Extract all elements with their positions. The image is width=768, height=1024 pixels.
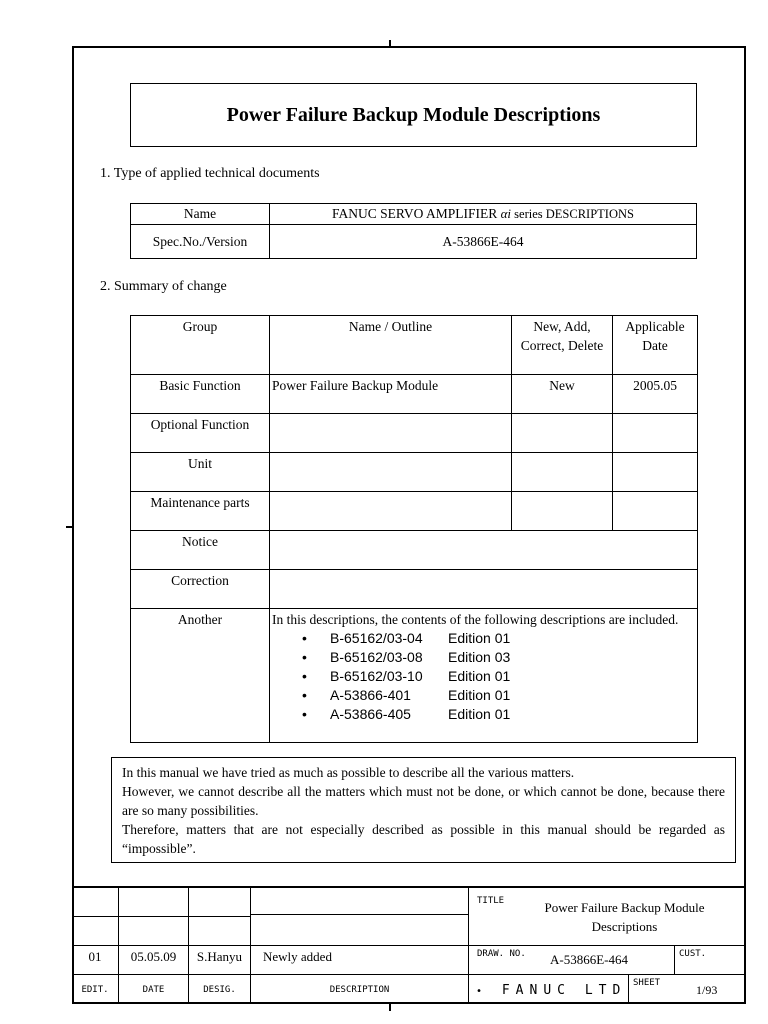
bullet-icon: • — [302, 649, 307, 665]
group-cell: Correction — [131, 570, 270, 609]
date-cell — [613, 492, 698, 531]
sheet-label: SHEET — [633, 978, 661, 988]
title-block — [72, 886, 746, 1004]
name-label: Name — [131, 204, 270, 225]
designer-label: DESIG. — [203, 985, 236, 995]
name-value-prefix: FANUC SERVO AMPLIFIER — [332, 206, 498, 221]
description-value: Newly added — [263, 949, 332, 964]
company-bullet: • — [476, 986, 489, 997]
table-row — [131, 570, 698, 609]
date-cell — [613, 414, 698, 453]
change-summary-table — [130, 315, 698, 743]
item-code: B-65162/03-08 — [330, 649, 423, 665]
title-label: TITLE — [477, 896, 505, 906]
date-cell — [613, 453, 698, 492]
bullet-icon: • — [302, 630, 307, 646]
date-label: DATE — [142, 985, 165, 995]
divider — [72, 886, 746, 888]
table-row — [131, 609, 698, 743]
name-cell — [270, 414, 512, 453]
disclaimer-box — [111, 757, 736, 863]
designer-value: S.Hanyu — [196, 949, 243, 964]
group-cell: Maintenance parts — [131, 492, 270, 531]
divider — [72, 916, 250, 917]
disclaimer-line-2: However, we cannot describe all the matters which must not be done, or which cannot be done, because there are so many possibilities. — [122, 784, 725, 818]
section2-heading: 2. Summary of change — [100, 279, 227, 294]
type-cell — [512, 492, 613, 531]
company-name — [476, 983, 626, 998]
company-text: FANUC LTD — [501, 983, 627, 998]
divider — [72, 974, 746, 975]
draw-no-value: A-53866E-464 — [550, 952, 628, 967]
item-code: B-65162/03-10 — [330, 668, 423, 684]
cust-label: CUST. — [679, 949, 707, 959]
section1-heading: 1. Type of applied technical documents — [100, 166, 320, 181]
content-cell — [270, 531, 698, 570]
item-edition: Edition 03 — [448, 649, 511, 665]
table-row — [131, 531, 698, 570]
list-item — [272, 705, 695, 724]
type-cell — [512, 453, 613, 492]
divider — [674, 945, 675, 974]
group-cell: Another — [131, 609, 270, 743]
title-box — [130, 83, 697, 147]
name-value — [270, 204, 697, 225]
item-edition: Edition 01 — [448, 668, 511, 684]
table-row — [131, 414, 698, 453]
item-edition: Edition 01 — [448, 687, 511, 703]
header-date: Applicable Date — [613, 316, 698, 375]
item-edition: Edition 01 — [448, 630, 511, 646]
disclaimer-line-1: In this manual we have tried as much as possible to describe all the various matters. — [122, 765, 575, 780]
footer-title — [512, 898, 737, 936]
name-value-suffix: series DESCRIPTIONS — [511, 207, 634, 221]
draw-no-label: DRAW. NO. — [477, 949, 526, 959]
header-group: Group — [131, 316, 270, 375]
list-item — [272, 648, 695, 667]
type-cell — [512, 414, 613, 453]
item-code: A-53866-401 — [330, 687, 411, 703]
name-value-greek: αi — [500, 206, 512, 221]
bullet-icon: • — [302, 668, 307, 684]
spec-label: Spec.No./Version — [131, 225, 270, 259]
bullet-icon: • — [302, 706, 307, 722]
name-cell — [270, 453, 512, 492]
document-title: Power Failure Backup Module Descriptions — [226, 103, 601, 126]
divider — [628, 974, 629, 1004]
sheet-value: 1/93 — [696, 983, 718, 997]
divider — [72, 945, 746, 946]
name-cell — [270, 492, 512, 531]
another-text: In this descriptions, the contents of the following descriptions are included. — [272, 612, 679, 627]
table-row — [131, 225, 697, 259]
item-code: A-53866-405 — [330, 706, 411, 722]
list-item — [272, 686, 695, 705]
group-cell: Optional Function — [131, 414, 270, 453]
group-cell: Basic Function — [131, 375, 270, 414]
table-header-row — [131, 316, 698, 375]
another-content-cell — [270, 609, 698, 743]
header-name: Name / Outline — [270, 316, 512, 375]
content-cell — [270, 570, 698, 609]
top-center-tick — [389, 40, 391, 47]
table-row — [131, 204, 697, 225]
document-type-table — [130, 203, 697, 259]
edit-label: EDIT. — [81, 985, 109, 995]
table-row — [131, 453, 698, 492]
group-cell: Unit — [131, 453, 270, 492]
included-descriptions-list — [272, 629, 695, 724]
item-code: B-65162/03-04 — [330, 630, 423, 646]
description-label: DESCRIPTION — [329, 985, 390, 995]
group-cell: Notice — [131, 531, 270, 570]
disclaimer-line-3: Therefore, matters that are not especially described as possible in this manual should be regarded as “impossible”. — [122, 822, 725, 856]
table-row — [131, 492, 698, 531]
footer-title-line-1: Power Failure Backup Module — [544, 900, 705, 915]
name-cell: Power Failure Backup Module — [270, 375, 512, 414]
date-cell: 2005.05 — [613, 375, 698, 414]
divider — [468, 886, 469, 1004]
header-type: New, Add, Correct, Delete — [512, 316, 613, 375]
spec-value: A-53866E-464 — [270, 225, 697, 259]
footer-title-line-2: Descriptions — [591, 919, 658, 934]
left-center-tick — [66, 526, 73, 528]
list-item — [272, 667, 695, 686]
bottom-center-tick — [389, 1003, 391, 1011]
edit-value: 01 — [88, 949, 102, 964]
item-edition: Edition 01 — [448, 706, 511, 722]
date-value: 05.05.09 — [130, 949, 177, 964]
table-row — [131, 375, 698, 414]
bullet-icon: • — [302, 687, 307, 703]
divider — [250, 914, 468, 915]
type-cell: New — [512, 375, 613, 414]
list-item — [272, 629, 695, 648]
